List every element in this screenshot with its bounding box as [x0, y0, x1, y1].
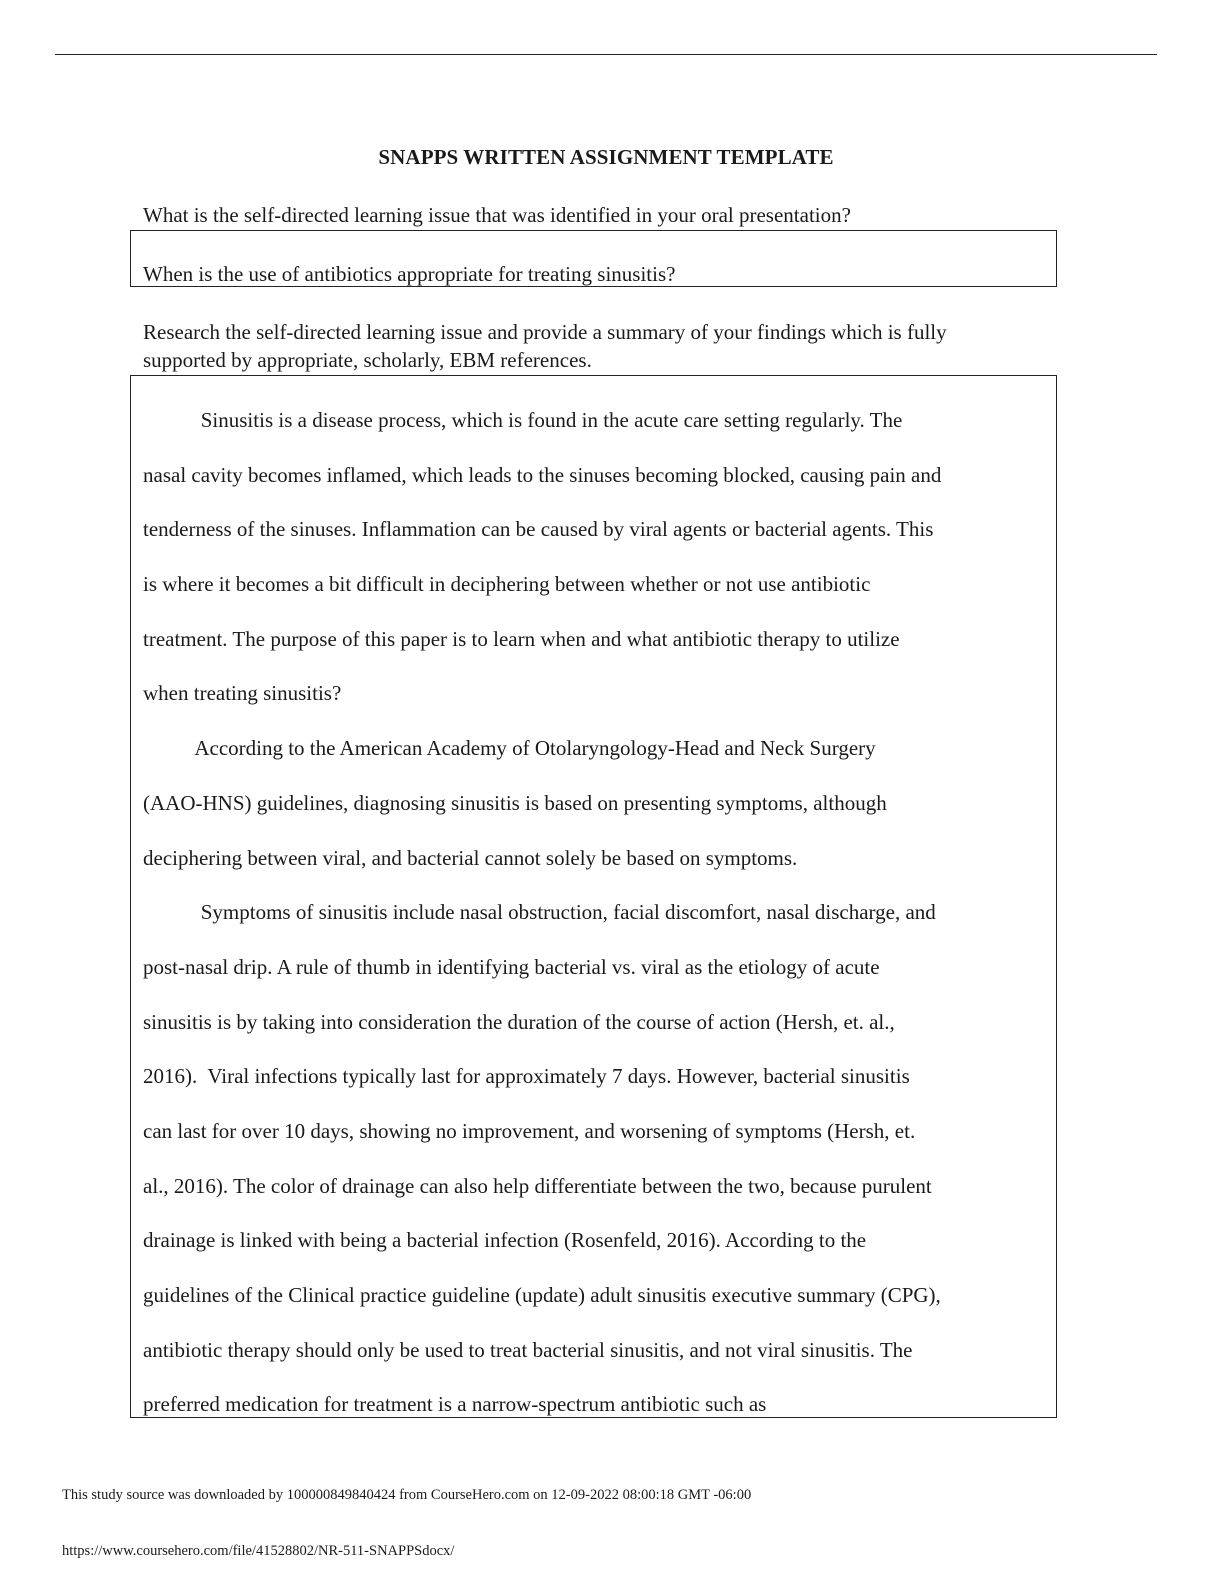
source-url[interactable]: https://www.coursehero.com/file/41528802/NR-511-SNAPPSdocx/: [62, 1543, 455, 1559]
essay-line: Symptoms of sinusitis include nasal obstruction, facial discomfort, nasal discharge, and: [143, 900, 936, 925]
essay-line: nasal cavity becomes inflamed, which leads to the sinuses becoming blocked, causing pain and: [143, 462, 942, 487]
essay-line: post-nasal drip. A rule of thumb in identifying bacterial vs. viral as the etiology of acute: [143, 954, 880, 979]
header-rule: [55, 54, 1157, 55]
essay-line: According to the American Academy of Otolaryngology-Head and Neck Surgery: [143, 736, 876, 761]
essay-line: (AAO-HNS) guidelines, diagnosing sinusitis is based on presenting symptoms, although: [143, 790, 887, 815]
essay-line: antibiotic therapy should only be used to treat bacterial sinusitis, and not viral sinusitis. The: [143, 1337, 913, 1362]
essay-line: is where it becomes a bit difficult in deciphering between whether or not use antibiotic: [143, 572, 871, 597]
learning-issue-answer-box: [130, 230, 1057, 287]
question-line: Research the self-directed learning issue and provide a summary of your findings which is fully: [143, 320, 947, 344]
essay-line: 2016). Viral infections typically last for approximately 7 days. However, bacterial sinusitis: [143, 1064, 910, 1089]
research-summary-text: [143, 406, 1047, 1445]
essay-line: treatment. The purpose of this paper is to learn when and what antibiotic therapy to utilize: [143, 626, 900, 651]
essay-line: can last for over 10 days, showing no improvement, and worsening of symptoms (Hersh, et.: [143, 1118, 916, 1143]
document-title: SNAPPS WRITTEN ASSIGNMENT TEMPLATE: [378, 145, 834, 169]
essay-line: Sinusitis is a disease process, which is found in the acute care setting regularly. The: [143, 408, 903, 432]
download-notice: This study source was downloaded by 100000849840424 from CourseHero.com on 12-09-2022 08:00:18 GMT -06:00: [62, 1487, 752, 1503]
essay-line: deciphering between viral, and bacterial cannot solely be based on symptoms.: [143, 845, 798, 870]
essay-line: when treating sinusitis?: [143, 681, 342, 706]
learning-issue-answer: When is the use of antibiotics appropriate for treating sinusitis?: [143, 262, 676, 286]
essay-line: sinusitis is by taking into consideration the duration of the course of action (Hersh, et. al.,: [143, 1009, 895, 1034]
essay-line: al., 2016). The color of drainage can also help differentiate between the two, because purulent: [143, 1173, 932, 1198]
essay-line: drainage is linked with being a bacterial infection (Rosenfeld, 2016). According to the: [143, 1228, 867, 1253]
essay-line: preferred medication for treatment is a narrow-spectrum antibiotic such as: [143, 1392, 767, 1417]
question-line: supported by appropriate, scholarly, EBM references.: [143, 348, 592, 372]
essay-line: tenderness of the sinuses. Inflammation can be caused by viral agents or bacterial agents. This: [143, 517, 934, 542]
question-research-summary: [143, 318, 1063, 374]
question-learning-issue: What is the self-directed learning issue that was identified in your oral presentation?: [143, 203, 851, 227]
essay-line: guidelines of the Clinical practice guideline (update) adult sinusitis executive summary (CPG),: [143, 1283, 941, 1307]
research-summary-answer-box: [130, 375, 1057, 1418]
